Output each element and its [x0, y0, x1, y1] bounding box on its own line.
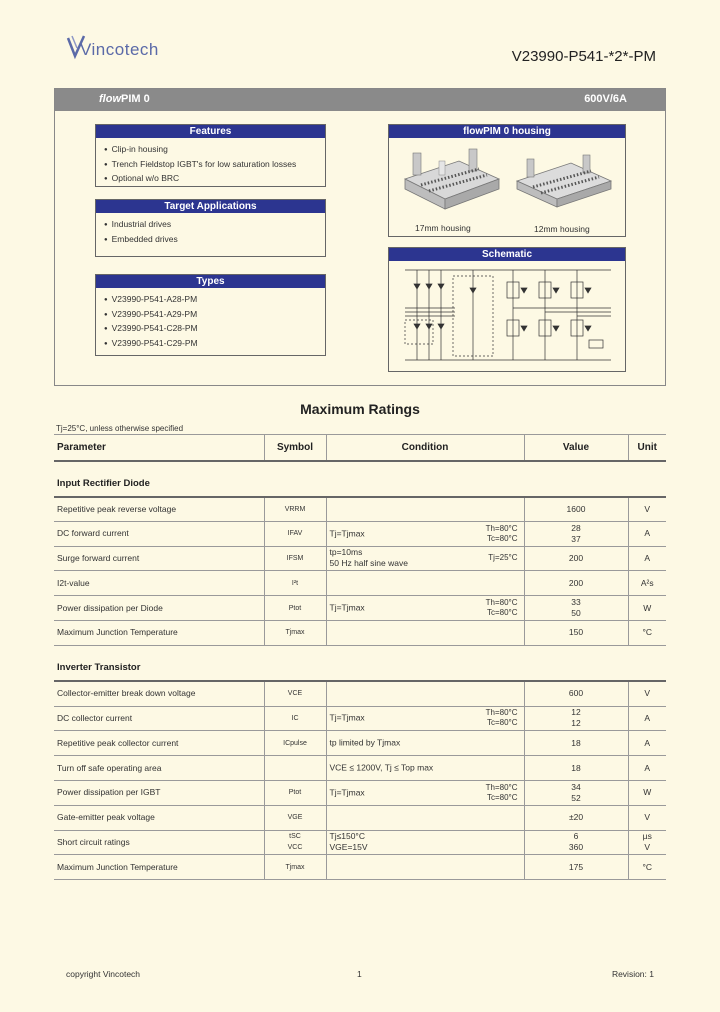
- unit-cell: [628, 780, 666, 805]
- unit-cell-text: A: [644, 552, 651, 563]
- schematic-panel: [388, 247, 626, 372]
- parameter-cell-text: DC collector current: [57, 712, 133, 723]
- unit-cell-text: °C: [642, 861, 653, 872]
- condition-cell: [326, 731, 524, 756]
- condition-left: VCE ≤ 1200V, Tj ≤ Top max: [329, 762, 434, 773]
- table-row: [54, 620, 666, 645]
- value-cell: [524, 571, 628, 596]
- unit-cell-text: A²s: [640, 577, 654, 588]
- value-cell: [524, 681, 628, 706]
- types-title: Types: [96, 275, 325, 288]
- symbol-cell: [264, 497, 326, 522]
- list-item: ● Trench Fieldstop IGBT's for low saturation losses: [104, 158, 325, 173]
- parameter-cell-text: DC forward current: [57, 528, 129, 539]
- unit-cell: [628, 855, 666, 880]
- table-row: [54, 855, 666, 880]
- types-panel: [95, 274, 326, 356]
- symbol-cell-text: VGE: [287, 814, 303, 822]
- symbol-cell: [264, 521, 326, 546]
- column-header-condition: Condition: [326, 435, 524, 461]
- unit-cell: [628, 497, 666, 522]
- value-cell: [524, 855, 628, 880]
- symbol-cell-text: Tjmax: [285, 863, 305, 871]
- unit-cell: [628, 830, 666, 855]
- table-row: [54, 681, 666, 706]
- ratings-note: Tj=25°C, unless otherwise specified: [56, 424, 184, 433]
- unit-cell-text: V: [644, 812, 651, 823]
- symbol-cell: [264, 546, 326, 571]
- overview-title-bar: [55, 89, 665, 111]
- list-item: ● Embedded drives: [104, 233, 325, 248]
- value-cell-text: ±20: [568, 812, 584, 823]
- value-cell-text: 12 12: [571, 707, 581, 729]
- table-row: [54, 805, 666, 830]
- value-cell: [524, 620, 628, 645]
- applications-title: Target Applications: [96, 200, 325, 213]
- section-spacer: [54, 645, 666, 655]
- parameter-cell-text: Maximum Junction Temperature: [57, 861, 178, 872]
- condition-right: Th=80°C Tc=80°C: [485, 598, 518, 618]
- condition-left: Tj=Tjmax: [329, 712, 365, 723]
- parameter-cell: [54, 855, 264, 880]
- applications-list: [96, 213, 325, 247]
- features-list: [96, 138, 325, 187]
- parameter-cell: [54, 571, 264, 596]
- table-row: [54, 497, 666, 522]
- footer-page-number: 1: [357, 969, 362, 979]
- parameter-cell: [54, 706, 264, 731]
- parameter-cell: [54, 620, 264, 645]
- applications-panel: [95, 199, 326, 257]
- unit-cell-text: A: [644, 762, 651, 773]
- symbol-cell-text: VCE: [287, 690, 303, 698]
- condition-cell: [326, 681, 524, 706]
- housing-caption-17mm: 17mm housing: [415, 223, 471, 233]
- unit-cell: [628, 681, 666, 706]
- condition-cell: [326, 596, 524, 621]
- value-cell: [524, 706, 628, 731]
- symbol-cell: [264, 830, 326, 855]
- condition-cell: [326, 521, 524, 546]
- unit-cell-text: A: [644, 712, 651, 723]
- product-rating: 600V/6A: [584, 93, 627, 105]
- section-header-row: [54, 655, 666, 681]
- unit-cell-text: °C: [642, 627, 653, 638]
- column-header-value: Value: [524, 435, 628, 461]
- list-item: ● V23990-P541-A29-PM: [104, 308, 325, 323]
- ratings-table: [54, 434, 666, 880]
- value-cell-text: 1600: [566, 503, 586, 514]
- condition-cell: [326, 706, 524, 731]
- symbol-cell-text: IFSM: [286, 554, 304, 562]
- unit-cell: [628, 596, 666, 621]
- spacer-cell: [54, 461, 666, 471]
- condition-cell: [326, 620, 524, 645]
- symbol-cell: [264, 805, 326, 830]
- unit-cell: [628, 620, 666, 645]
- value-cell-text: 200: [568, 552, 584, 563]
- section-spacer: [54, 461, 666, 471]
- parameter-cell: [54, 497, 264, 522]
- section-title: Input Rectifier Diode: [54, 471, 666, 497]
- table-row: [54, 780, 666, 805]
- value-cell: [524, 497, 628, 522]
- unit-cell: [628, 521, 666, 546]
- spacer-cell: [54, 645, 666, 655]
- parameter-cell-text: Gate-emitter peak voltage: [57, 812, 155, 823]
- unit-cell-text: W: [643, 787, 652, 798]
- value-cell-text: 150: [568, 627, 584, 638]
- condition-right: Th=80°C Tc=80°C: [485, 523, 518, 543]
- symbol-cell-text: Ptot: [288, 789, 302, 797]
- symbol-cell: [264, 596, 326, 621]
- condition-cell: [326, 497, 524, 522]
- parameter-cell: [54, 546, 264, 571]
- parameter-cell-text: Power dissipation per Diode: [57, 602, 163, 613]
- section-title: Inverter Transistor: [54, 655, 666, 681]
- parameter-cell-text: Short circuit ratings: [57, 836, 130, 847]
- condition-right: Th=80°C Tc=80°C: [485, 782, 518, 802]
- unit-cell-text: W: [643, 602, 652, 613]
- footer-revision: Revision: 1: [611, 969, 654, 979]
- condition-cell: [326, 546, 524, 571]
- value-cell: [524, 805, 628, 830]
- list-item: ● Clip-in housing: [104, 143, 325, 158]
- column-header-symbol: Symbol: [264, 435, 326, 461]
- condition-cell: [326, 780, 524, 805]
- table-row: [54, 830, 666, 855]
- table-row: [54, 571, 666, 596]
- parameter-cell-text: Collector-emitter break down voltage: [57, 688, 196, 699]
- footer-copyright: copyright Vincotech: [66, 969, 141, 979]
- table-row: [54, 706, 666, 731]
- list-item: ● V23990-P541-A28-PM: [104, 293, 325, 308]
- value-cell-text: 18: [571, 762, 581, 773]
- parameter-cell-text: Turn off safe operating area: [57, 762, 162, 773]
- table-row: [54, 596, 666, 621]
- condition-left: Tj=Tjmax: [329, 528, 365, 539]
- features-panel: [95, 124, 326, 187]
- parameter-cell: [54, 731, 264, 756]
- symbol-cell-text: I²t: [291, 579, 299, 587]
- section-header-row: [54, 471, 666, 497]
- value-cell-text: 175: [568, 861, 584, 872]
- housing-12mm-image: [511, 143, 615, 219]
- unit-cell: [628, 706, 666, 731]
- parameter-cell: [54, 805, 264, 830]
- symbol-cell: [264, 855, 326, 880]
- condition-left: tp=10ms 50 Hz half sine wave: [329, 547, 408, 569]
- table-header-row: [54, 435, 666, 461]
- vincotech-logo: [66, 32, 178, 62]
- parameter-cell-text: Maximum Junction Temperature: [57, 627, 178, 638]
- brand-name: Vincotech: [80, 40, 159, 59]
- symbol-cell: [264, 620, 326, 645]
- value-cell-text: 34 52: [571, 781, 581, 803]
- housing-panel: [388, 124, 626, 237]
- parameter-cell-text: Power dissipation per IGBT: [57, 787, 161, 798]
- ratings-title: Maximum Ratings: [300, 401, 420, 417]
- column-header-parameter: Parameter: [54, 435, 264, 461]
- list-item: ● Industrial drives: [104, 218, 325, 233]
- symbol-cell: [264, 731, 326, 756]
- symbol-cell-text: VRRM: [284, 505, 306, 513]
- condition-cell: [326, 855, 524, 880]
- symbol-cell: [264, 756, 326, 781]
- parameter-cell-text: Repetitive peak reverse voltage: [57, 503, 177, 514]
- parameter-cell: [54, 596, 264, 621]
- features-title: Features: [96, 125, 325, 138]
- unit-cell: [628, 805, 666, 830]
- condition-right: Th=80°C Tc=80°C: [485, 708, 518, 728]
- value-cell: [524, 780, 628, 805]
- value-cell: [524, 830, 628, 855]
- column-header-unit: Unit: [628, 435, 666, 461]
- symbol-cell: [264, 571, 326, 596]
- list-item: ● V23990-P541-C29-PM: [104, 337, 325, 352]
- symbol-cell-text: tSC VCC: [287, 833, 303, 852]
- product-name: [99, 93, 150, 105]
- types-list: [96, 288, 325, 351]
- list-item: ● V23990-P541-C28-PM: [104, 322, 325, 337]
- housing-17mm-image: [399, 139, 503, 215]
- value-cell: [524, 756, 628, 781]
- schematic-title: Schematic: [389, 248, 625, 261]
- unit-cell-text: V: [644, 688, 651, 699]
- condition-cell: [326, 805, 524, 830]
- value-cell-text: 33 50: [571, 597, 581, 619]
- unit-cell: [628, 571, 666, 596]
- symbol-cell: [264, 706, 326, 731]
- value-cell-text: 18: [571, 737, 581, 748]
- schematic-diagram: [395, 264, 621, 368]
- value-cell-text: 6 360: [568, 831, 584, 853]
- document-id: V23990-P541-*2*-PM: [511, 48, 656, 65]
- housing-caption-12mm: 12mm housing: [534, 224, 590, 234]
- condition-left: tp limited by Tjmax: [329, 737, 401, 748]
- table-row: [54, 546, 666, 571]
- table-row: [54, 731, 666, 756]
- symbol-cell-text: Ptot: [288, 604, 302, 612]
- symbol-cell-text: Tjmax: [285, 629, 305, 637]
- table-row: [54, 756, 666, 781]
- symbol-cell-text: IC: [291, 714, 299, 722]
- condition-left: Tj=Tjmax: [329, 602, 365, 613]
- symbol-cell: [264, 780, 326, 805]
- product-prefix: flow: [99, 93, 121, 105]
- value-cell-text: 200: [568, 577, 584, 588]
- condition-cell: [326, 830, 524, 855]
- parameter-cell-text: I2t-value: [57, 577, 90, 588]
- value-cell-text: 28 37: [571, 522, 581, 544]
- parameter-cell-text: Surge forward current: [57, 552, 140, 563]
- table-row: [54, 521, 666, 546]
- parameter-cell-text: Repetitive peak collector current: [57, 737, 179, 748]
- unit-cell: [628, 546, 666, 571]
- product-suffix: PIM 0: [121, 93, 150, 105]
- symbol-cell-text: IFAV: [287, 530, 303, 538]
- unit-cell: [628, 731, 666, 756]
- condition-left: Tj=Tjmax: [329, 787, 365, 798]
- unit-cell-text: V: [644, 503, 651, 514]
- overview-box: [54, 88, 666, 386]
- value-cell: [524, 546, 628, 571]
- symbol-cell-text: ICpulse: [283, 739, 307, 747]
- value-cell: [524, 521, 628, 546]
- value-cell-text: 600: [568, 688, 584, 699]
- condition-left: Tj≤150°C VGE=15V: [329, 831, 368, 853]
- unit-cell-text: A: [644, 528, 651, 539]
- housing-title: flowPIM 0 housing: [389, 125, 625, 138]
- unit-cell-text: A: [644, 737, 651, 748]
- value-cell: [524, 596, 628, 621]
- parameter-cell: [54, 830, 264, 855]
- unit-cell: [628, 756, 666, 781]
- parameter-cell: [54, 521, 264, 546]
- condition-cell: [326, 756, 524, 781]
- condition-right: Tj=25°C: [488, 553, 518, 563]
- parameter-cell: [54, 756, 264, 781]
- parameter-cell: [54, 780, 264, 805]
- condition-cell: [326, 571, 524, 596]
- list-item: ● Optional w/o BRC: [104, 172, 325, 187]
- symbol-cell: [264, 681, 326, 706]
- parameter-cell: [54, 681, 264, 706]
- unit-cell-text: µs V: [642, 831, 652, 853]
- value-cell: [524, 731, 628, 756]
